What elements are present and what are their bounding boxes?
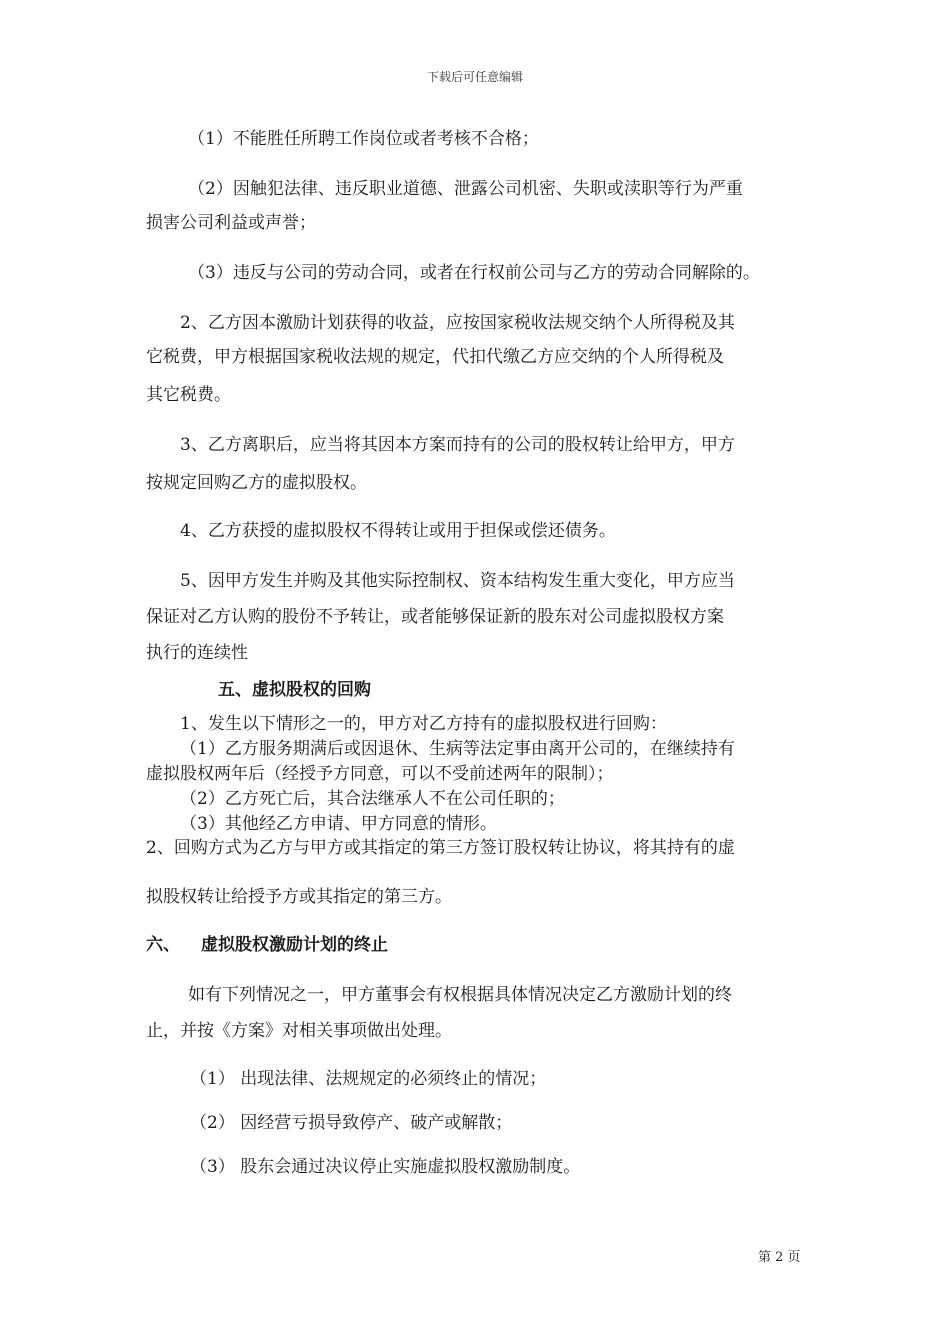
paragraph: 其它税费。 (146, 385, 231, 405)
paragraph: （2）因触犯法律、违反职业道德、泄露公司机密、失职或渎职等行为严重 (188, 179, 743, 199)
paragraph: 损害公司利益或声誉； (146, 213, 316, 233)
paragraph: （2）乙方死亡后，其合法继承人不在公司任职的； (180, 789, 565, 809)
paragraph: 它税费，甲方根据国家税收法规的规定，代扣代缴乙方应交纳的个人所得税及 (146, 347, 724, 367)
paragraph: 按规定回购乙方的虚拟股权。 (146, 473, 367, 493)
paragraph: （3）违反与公司的劳动合同，或者在行权前公司与乙方的劳动合同解除的。 (188, 263, 760, 283)
paragraph: 保证对乙方认购的股份不予转让，或者能够保证新的股东对公司虚拟股权方案 (146, 607, 724, 627)
paragraph: 拟股权转让给授予方或其指定的第三方。 (146, 887, 452, 907)
section-heading: 虚拟股权激励计划的终止 (201, 935, 388, 955)
list-item: （3） 股东会通过决议停止实施虚拟股权激励制度。 (190, 1157, 581, 1177)
paragraph: 如有下列情况之一，甲方董事会有权根据具体情况决定乙方激励计划的终 (188, 985, 732, 1005)
paragraph: 2、乙方因本激励计划获得的收益，应按国家税收法规交纳个人所得税及其 (180, 313, 735, 333)
section-heading: 五、虚拟股权的回购 (218, 680, 371, 700)
paragraph: 执行的连续性 (146, 643, 248, 663)
list-item: （2） 因经营亏损导致停产、破产或解散； (190, 1113, 513, 1133)
paragraph: 2、回购方式为乙方与甲方或其指定的第三方签订股权转让协议，将其持有的虚 (146, 838, 735, 858)
paragraph: （1）乙方服务期满后或因退休、生病等法定事由离开公司的，在继续持有 (180, 739, 735, 759)
paragraph: 1、发生以下情形之一的，甲方对乙方持有的虚拟股权进行回购： (180, 714, 667, 734)
paragraph: 3、乙方离职后，应当将其因本方案而持有的公司的股权转让给甲方，甲方 (180, 435, 735, 455)
paragraph: （1）不能胜任所聘工作岗位或者考核不合格； (188, 129, 539, 149)
list-item: （1） 出现法律、法规规定的必须终止的情况； (190, 1069, 547, 1089)
paragraph: 4、乙方获授的虚拟股权不得转让或用于担保或偿还债务。 (180, 521, 616, 541)
page-header: 下载后可任意编辑 (426, 70, 523, 84)
paragraph: （3）其他经乙方申请、甲方同意的情形。 (180, 814, 497, 834)
section-number: 六、 (146, 935, 180, 955)
paragraph: 止，并按《方案》对相关事项做出处理。 (146, 1021, 452, 1041)
paragraph: 虚拟股权两年后（经授予方同意，可以不受前述两年的限制）； (146, 764, 614, 784)
page-number: 第 2 页 (758, 1250, 801, 1265)
paragraph: 5、因甲方发生并购及其他实际控制权、资本结构发生重大变化，甲方应当 (180, 571, 735, 591)
